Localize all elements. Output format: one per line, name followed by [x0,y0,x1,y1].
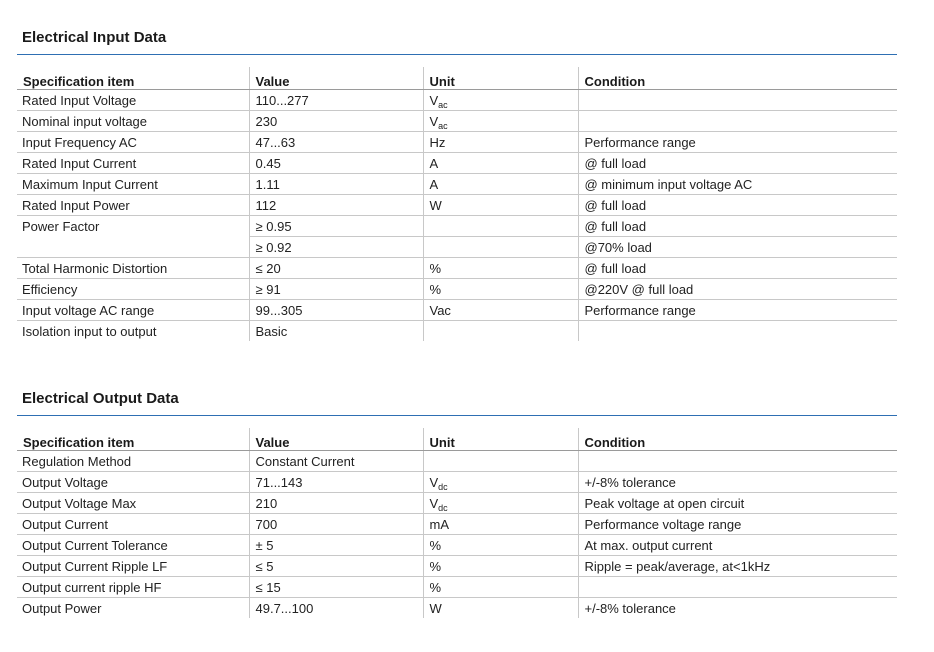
cell-specification-item: Output Voltage Max [17,493,249,514]
header-value: Value [249,428,423,451]
unit-symbol: % [429,281,442,297]
cell-value: ± 5 [249,535,423,556]
cell-unit [423,174,578,195]
cell-specification-item: Maximum Input Current [17,174,249,195]
unit-symbol: V [429,474,439,490]
table-row [17,216,897,237]
cell-unit [423,90,578,111]
cell-specification-item: Rated Input Voltage [17,90,249,111]
unit-subscript: ac [438,120,448,131]
cell-condition: @ full load [578,153,897,174]
table-row [17,300,897,321]
cell-unit [423,195,578,216]
table-row [17,132,897,153]
header-value: Value [249,67,423,90]
electrical-output-section [17,387,897,618]
cell-condition: At max. output current [578,535,897,556]
cell-unit [423,493,578,514]
cell-specification-item: Output Voltage [17,472,249,493]
cell-value: ≥ 0.95 [249,216,423,237]
unit-symbol: V [429,495,439,511]
table-row [17,493,897,514]
cell-condition [578,90,897,111]
cell-condition: @70% load [578,237,897,258]
table-row [17,111,897,132]
cell-unit [423,153,578,174]
cell-value: 49.7...100 [249,598,423,619]
cell-unit [423,216,578,237]
cell-unit [423,258,578,279]
cell-condition: +/-8% tolerance [578,598,897,619]
cell-specification-item: Output Current Ripple LF [17,556,249,577]
cell-condition: Performance range [578,132,897,153]
cell-condition: @ full load [578,195,897,216]
cell-value: ≥ 0.92 [249,237,423,258]
cell-specification-item [17,237,249,258]
header-condition: Condition [578,67,897,90]
cell-condition [578,321,897,342]
cell-specification-item: Regulation Method [17,451,249,472]
table-row [17,556,897,577]
unit-symbol: Hz [429,134,446,150]
cell-condition: Performance voltage range [578,514,897,535]
cell-value: 210 [249,493,423,514]
cell-condition: @220V @ full load [578,279,897,300]
cell-value: Basic [249,321,423,342]
cell-unit [423,535,578,556]
table-row [17,577,897,598]
cell-unit [423,556,578,577]
electrical-input-table [17,67,897,341]
table-header-row [17,428,897,451]
table-row [17,237,897,258]
cell-unit [423,577,578,598]
cell-value: ≤ 5 [249,556,423,577]
unit-symbol: Vac [429,302,451,318]
unit-subscript: dc [438,481,448,492]
electrical-input-section [17,26,897,341]
cell-specification-item: Output Current Tolerance [17,535,249,556]
cell-unit [423,300,578,321]
unit-symbol: W [429,197,442,213]
cell-specification-item: Rated Input Current [17,153,249,174]
cell-value: Constant Current [249,451,423,472]
cell-unit [423,237,578,258]
cell-value: 700 [249,514,423,535]
cell-specification-item: Rated Input Power [17,195,249,216]
cell-specification-item: Isolation input to output [22,323,157,339]
table-row [17,279,897,300]
table-row [17,514,897,535]
cell-condition [578,111,897,132]
section-title: Electrical Output Data [17,387,897,416]
cell-value: 99...305 [249,300,423,321]
cell-condition: +/-8% tolerance [578,472,897,493]
table-row [17,451,897,472]
cell-condition: @ full load [578,216,897,237]
cell-specification-item: Output current ripple HF [17,577,249,598]
cell-specification-item: Output Power [22,600,102,616]
unit-symbol: W [429,600,442,616]
cell-unit [423,514,578,535]
header-specification-item: Specification item [17,428,249,451]
cell-specification-item: Input voltage AC range [17,300,249,321]
cell-condition: Peak voltage at open circuit [578,493,897,514]
unit-subscript: dc [438,502,448,513]
cell-condition: Performance range [578,300,897,321]
cell-value: 71...143 [249,472,423,493]
unit-symbol: A [429,176,439,192]
header-unit: Unit [423,428,578,451]
cell-unit [423,279,578,300]
table-row [17,90,897,111]
cell-value: 0.45 [249,153,423,174]
cell-unit [423,111,578,132]
cell-condition: @ minimum input voltage AC [578,174,897,195]
table-row [17,598,897,619]
unit-symbol: % [429,537,442,553]
cell-value: 112 [249,195,423,216]
header-unit: Unit [423,67,578,90]
cell-value: ≤ 15 [249,577,423,598]
table-row [17,195,897,216]
table-row [17,153,897,174]
cell-condition [578,577,897,598]
electrical-output-table [17,428,897,618]
cell-value: 110...277 [249,90,423,111]
cell-condition: Ripple = peak/average, at<1kHz [578,556,897,577]
cell-specification-item: Power Factor [22,218,100,234]
cell-condition: @ full load [578,258,897,279]
cell-unit [423,472,578,493]
cell-value: ≥ 91 [249,279,423,300]
cell-unit [423,321,578,342]
cell-unit [423,132,578,153]
unit-subscript: ac [438,99,448,110]
cell-specification-item: Input Frequency AC [17,132,249,153]
cell-value: 1.11 [249,174,423,195]
table-row [17,535,897,556]
cell-specification-item: Output Current [17,514,249,535]
cell-condition [578,451,897,472]
unit-symbol: % [429,260,442,276]
cell-specification-item: Total Harmonic Distortion [17,258,249,279]
unit-symbol: A [429,155,439,171]
unit-symbol: V [429,113,439,129]
cell-specification-item: Efficiency [17,279,249,300]
table-row [17,174,897,195]
table-row [17,321,897,342]
cell-unit [423,451,578,472]
cell-specification-item: Nominal input voltage [17,111,249,132]
table-header-row [17,67,897,90]
section-title: Electrical Input Data [17,26,897,55]
cell-value: ≤ 20 [249,258,423,279]
unit-symbol: mA [429,516,449,532]
header-specification-item: Specification item [17,67,249,90]
table-row [17,472,897,493]
cell-value: 47...63 [249,132,423,153]
cell-value: 230 [249,111,423,132]
cell-unit [423,598,578,619]
table-row [17,258,897,279]
unit-symbol: V [429,92,439,108]
unit-symbol: % [429,558,442,574]
unit-symbol: % [429,579,442,595]
header-condition: Condition [578,428,897,451]
